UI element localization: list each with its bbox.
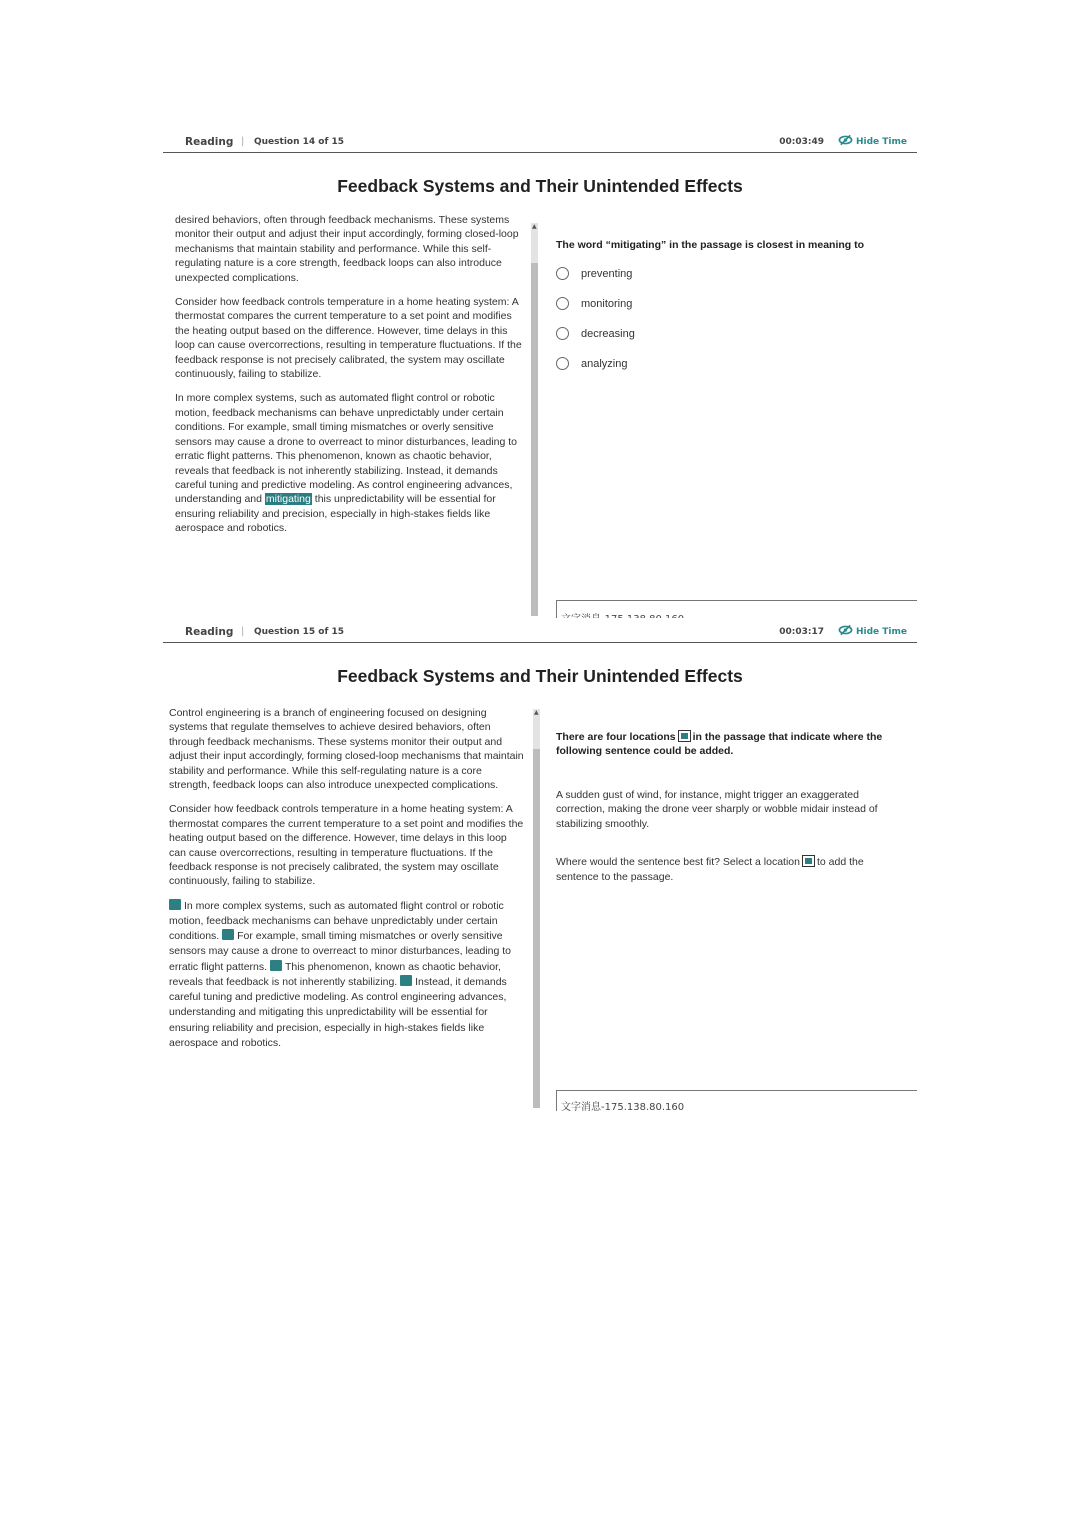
section-label: Reading — [185, 626, 234, 638]
passage-pane[interactable] — [169, 706, 525, 1106]
passage-paragraph: desired behaviors, often through feedback mechanisms. These systems monitor their output and adjust their input accordingly, forming closed-loop mechanisms that maintain stability and performance. While this self-regulating nature is a core strength, feedback loops can also introduce unexpected complications. — [175, 214, 519, 284]
option-label: analyzing — [581, 357, 628, 370]
hide-time-button[interactable]: Hide Time — [855, 137, 907, 147]
passage-paragraph: Consider how feedback controls temperature in a home heating system: A thermostat compares the current temperature to a set point and modifies the heating output based on the difference. However, time delays in this loop can cause overcorrections, resulting in temperature fluctuations. If the feedback response is not precisely calibrated, the system may oscillate continuously, failing to stabilize. — [169, 803, 524, 888]
option-label: monitoring — [581, 297, 633, 310]
eye-slash-icon[interactable] — [838, 624, 853, 636]
hide-time-button[interactable]: Hide Time — [855, 627, 907, 637]
footer-message: 文字消息-175.138.80.160 — [561, 1102, 685, 1113]
answer-option[interactable] — [556, 355, 909, 372]
top-bar — [163, 618, 917, 643]
section-label: Reading — [185, 136, 234, 148]
radio-button[interactable] — [556, 267, 569, 280]
passage-scrollbar[interactable] — [531, 223, 538, 616]
eye-slash-icon[interactable] — [838, 134, 853, 146]
screen-question-14 — [163, 128, 917, 618]
question-panel — [556, 730, 909, 884]
passage-title: Feedback Systems and Their Unintended Effects — [337, 666, 743, 686]
instruction-text — [556, 855, 909, 884]
insert-location-icon[interactable] — [270, 960, 282, 971]
square-marker-icon — [802, 855, 815, 867]
footer-message-box — [556, 1090, 917, 1111]
top-bar — [163, 128, 917, 153]
timer: 00:03:17 — [779, 627, 824, 637]
insert-sentence: A sudden gust of wind, for instance, might trigger an exaggerated correction, making the drone veer sharply or wobble midair instead of stabilizing smoothly. — [556, 789, 878, 830]
answer-option[interactable] — [556, 265, 909, 282]
instruction-text-part: Where would the sentence best fit? Select a location — [556, 856, 800, 869]
timer: 00:03:49 — [779, 137, 824, 147]
insert-location-icon[interactable] — [169, 899, 181, 910]
passage-pane[interactable] — [175, 214, 527, 614]
passage-text: This phenomenon, known as chaotic behavior, reveals that feedback is not inherently stabilizing. — [169, 960, 501, 988]
question-text-part: in the passage that indicate where the following sentence could be added. — [556, 731, 883, 757]
passage-paragraph — [169, 899, 525, 1051]
instruction-text-part: to add the sentence to the passage. — [556, 856, 864, 883]
question-text: The word “mitigating” in the passage is closest in meaning to — [556, 239, 865, 251]
passage-text: In more complex systems, such as automated flight control or robotic motion, feedback mechanisms can behave unpredictably under certain conditions. — [169, 899, 504, 943]
radio-button[interactable] — [556, 357, 569, 370]
header-separator: | — [241, 626, 245, 637]
answer-option[interactable] — [556, 295, 909, 312]
passage-text: For example, small timing mismatches or overly sensitive sensors may cause a drone to overreact to minor disturbances, leading to erratic flight patterns. — [169, 930, 512, 973]
question-counter: Question 14 of 15 — [254, 137, 345, 147]
square-marker-icon — [678, 730, 691, 742]
insert-location-icon[interactable] — [222, 929, 234, 940]
insert-location-icon[interactable] — [400, 975, 412, 986]
passage-paragraph: Control engineering is a branch of engineering focused on designing systems that regulate themselves to achieve desired behaviors, often through feedback mechanisms. These systems monitor their output and adjust their input accordingly, forming closed-loop mechanisms that maintain stability and performance. While this self-regulating nature is a core strength, feedback loops can also introduce unexpected complications. — [169, 707, 524, 792]
screen-question-15 — [163, 618, 917, 1113]
question-panel — [556, 238, 909, 372]
passage-text: In more complex systems, such as automated flight control or robotic motion, feedback mechanisms can behave unpredictably under certain conditions. For example, small timing mismatches or overly sensitive sensors may cause a drone to overreact to minor disturbances, leading to erratic flight patterns. This phenomenon, known as chaotic behavior, reveals that feedback is not inherently stabilizing. Instead, it demands careful tuning and predictive modeling. As control engineering advances, understanding and — [175, 392, 518, 506]
passage-paragraph: Consider how feedback controls temperature in a home heating system: A thermostat compares the current temperature to a set point and modifies the heating output based on the difference. However, time delays in this loop can cause overcorrections, resulting in temperature fluctuations. If the feedback response is not precisely calibrated, the system may oscillate continuously, failing to stabilize. — [175, 296, 522, 381]
answer-option[interactable] — [556, 325, 909, 342]
scrollbar-thumb[interactable] — [533, 749, 540, 1108]
passage-title: Feedback Systems and Their Unintended Effects — [337, 176, 743, 196]
header-separator: | — [241, 136, 245, 147]
scrollbar-thumb[interactable] — [531, 263, 538, 616]
radio-button[interactable] — [556, 297, 569, 310]
passage-text: Instead, it demands careful tuning and predictive modeling. As control engineering advances, understanding and mitigating this unpredictability will be essential for ensuring reliability and precision, especially in high-stakes fields like aerospace and robotics. — [169, 975, 507, 1049]
question-counter: Question 15 of 15 — [254, 627, 345, 637]
question-text-part: There are four locations — [556, 731, 676, 743]
scroll-up-icon[interactable]: ▲ — [534, 709, 539, 716]
option-label: decreasing — [581, 327, 635, 340]
radio-button[interactable] — [556, 327, 569, 340]
option-label: preventing — [581, 267, 633, 280]
question-text — [556, 730, 909, 758]
passage-paragraph — [175, 391, 527, 535]
highlighted-word: mitigating — [265, 493, 311, 506]
passage-text: this unpredictability will be essential for ensuring reliability and precision, especially in high-stakes fields like aerospace and robotics. — [175, 493, 496, 535]
scroll-up-icon[interactable]: ▲ — [532, 223, 537, 230]
passage-scrollbar[interactable] — [533, 709, 540, 1108]
